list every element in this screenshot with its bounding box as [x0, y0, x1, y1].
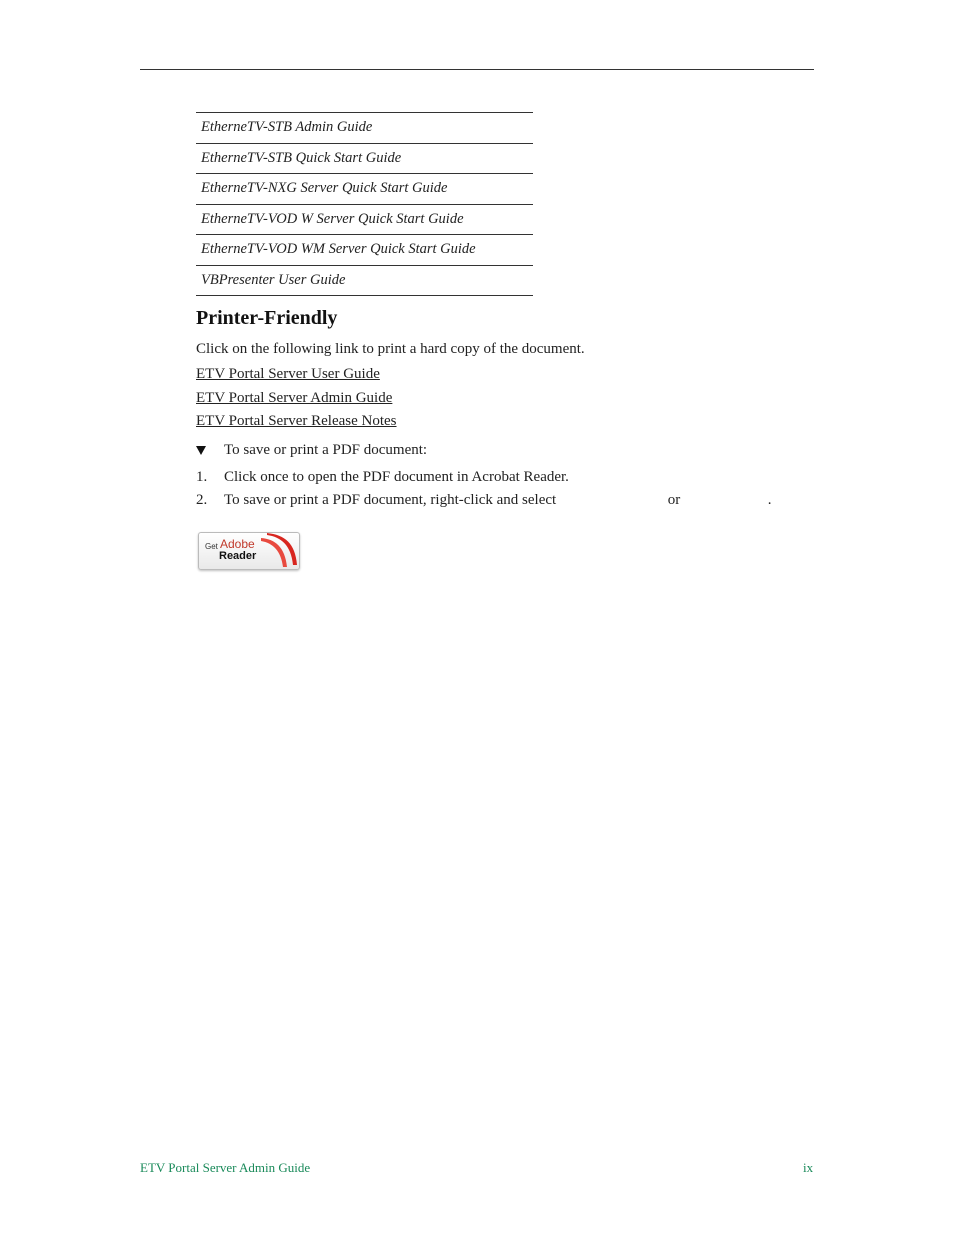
- adobe-swoosh-icon: [259, 533, 299, 569]
- step-2-end: .: [767, 492, 772, 508]
- guide-row: [196, 205, 533, 236]
- procedure-triangle-icon: [196, 446, 206, 455]
- related-guides-table: [196, 112, 533, 296]
- badge-adobe-text: Adobe: [220, 537, 255, 551]
- step-2-or: or: [667, 492, 681, 508]
- release-notes-link[interactable]: ETV Portal Server Release Notes: [196, 413, 397, 429]
- guide-title: EtherneTV-VOD W Server Quick Start Guide: [201, 210, 464, 227]
- footer-page-number: ix: [803, 1160, 814, 1175]
- step-number: 1.: [196, 469, 208, 485]
- guide-row: [196, 235, 533, 266]
- get-adobe-reader-button[interactable]: [198, 532, 300, 570]
- header-rule: [140, 69, 814, 70]
- admin-guide-link[interactable]: ETV Portal Server Admin Guide: [196, 390, 393, 406]
- badge-get-text: Get: [205, 542, 218, 551]
- user-guide-link[interactable]: ETV Portal Server User Guide: [196, 366, 380, 382]
- guide-title: EtherneTV-STB Quick Start Guide: [201, 149, 402, 166]
- procedure-title-text: To save or print a PDF document:: [224, 442, 428, 458]
- guide-title: EtherneTV-VOD WM Server Quick Start Guide: [201, 241, 476, 258]
- procedure-title: [196, 442, 427, 459]
- intro-text: Click on the following link to print a hard copy of the document.: [196, 341, 585, 357]
- section-heading: Printer-Friendly: [196, 307, 338, 329]
- guide-title: EtherneTV-STB Admin Guide: [201, 119, 373, 136]
- badge-reader-text: Reader: [219, 550, 257, 562]
- guide-row: [196, 113, 533, 144]
- guide-title: VBPresenter User Guide: [201, 271, 346, 288]
- guide-row: [196, 144, 533, 175]
- step-2-text: To save or print a PDF document, right-click and select: [224, 492, 557, 508]
- guide-row: [196, 174, 533, 205]
- step-number: 2.: [196, 492, 208, 508]
- guide-title: EtherneTV-NXG Server Quick Start Guide: [201, 180, 448, 197]
- step-text: [224, 492, 771, 509]
- guide-row: [196, 266, 533, 297]
- step-text: Click once to open the PDF document in Acrobat Reader.: [224, 469, 569, 485]
- footer-doc-title: ETV Portal Server Admin Guide: [140, 1160, 311, 1175]
- step-1: [196, 469, 569, 486]
- step-2: [196, 492, 771, 509]
